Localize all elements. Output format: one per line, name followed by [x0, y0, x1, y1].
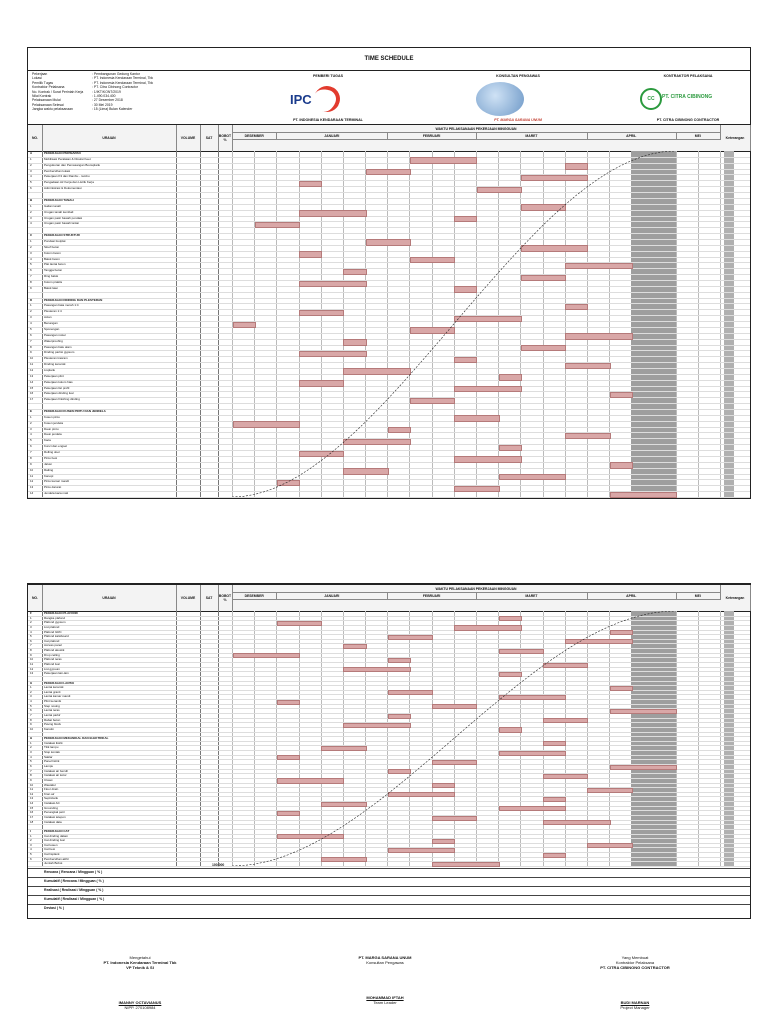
info-key: Pelaksanaan Mulai: [32, 98, 61, 103]
row-no: 3: [30, 215, 32, 220]
summary-row: [28, 895, 750, 902]
header-month: FEBRUARI: [387, 593, 477, 600]
row-no: 4: [30, 221, 32, 226]
row-no: 4: [30, 629, 32, 634]
row-uraian: Sloof beton: [44, 244, 60, 249]
row-no: 2: [30, 209, 32, 214]
row-no: 7: [30, 713, 32, 717]
row-uraian: Kunci dan engsel: [44, 444, 68, 449]
row-uraian: Waterproofing: [44, 338, 63, 343]
row-uraian: Kaca: [44, 438, 51, 443]
row-no: 1: [30, 156, 32, 161]
info-value: : PT. Indonesia Kendaraan Terminal, Tbk: [92, 80, 154, 85]
row-uraian: PEKERJAAN KUSEN PINTU DAN JENDELA: [44, 409, 106, 414]
row-no: 9: [30, 777, 32, 782]
s-curve-line: [232, 611, 676, 866]
row-no: 7: [30, 643, 32, 648]
row-uraian: Lisplank: [44, 367, 56, 372]
header-sat: SAT: [200, 125, 219, 151]
header-month: MARET: [476, 593, 588, 600]
header-month: APRIL: [587, 133, 677, 140]
row-no: 8: [30, 344, 32, 349]
row-uraian: Instalasi air kotor: [44, 773, 67, 778]
info-key: Jangka waktu pelaksanaan: [32, 107, 73, 112]
row-uraian: Pintu darurat: [44, 485, 62, 490]
summary-row: [28, 904, 750, 911]
header-month: FEBRUARI: [387, 133, 477, 140]
header-waktu: WAKTU PELAKSANAAN PEKERJAAN MINGGUAN: [232, 125, 721, 133]
row-no: 13: [30, 671, 34, 676]
row-no: 4: [30, 754, 32, 759]
info-key: Lokasi: [32, 76, 42, 81]
row-uraian: Pengukuran dan Pemasangan Bouwplank: [44, 162, 101, 167]
info-key: Pekerjaan: [32, 72, 48, 76]
row-uraian: Instalasi data: [44, 819, 62, 824]
row-uraian: Pintu kamar mandi: [44, 479, 70, 484]
row-no: I: [30, 828, 31, 833]
row-no: 3: [30, 624, 32, 629]
party-contractor: KONTRAKTOR PELAKSANA: [663, 74, 713, 78]
row-uraian: Lampu: [44, 764, 54, 768]
row-uraian: Plat lantai beton: [44, 262, 66, 267]
info-key: Pelaksanaan Selesai: [32, 102, 64, 107]
schedule-grid: [28, 151, 750, 497]
row-uraian: Pondasi footplat: [44, 238, 66, 243]
row-no: 4: [30, 432, 32, 437]
row-no: 12: [30, 479, 34, 484]
header-month: DESEMBER: [232, 133, 277, 140]
row-uraian: Panel listrik: [44, 759, 60, 764]
row-uraian: Acian: [44, 315, 52, 320]
row-no: 3: [30, 426, 32, 431]
row-uraian: Kolom beton: [44, 250, 61, 255]
row-no: 13: [30, 373, 34, 378]
row-no: 5: [30, 634, 32, 639]
signature-consultant: PT. MARGA SARANA UNUM Konsultan Pengawas MOHAMMAD IFTAH Team Leader: [358, 955, 412, 1005]
info-value: : 27 Desember 2018: [92, 98, 123, 103]
row-no: 1: [30, 740, 32, 745]
row-uraian: Kolom praktis: [44, 280, 63, 285]
row-no: 1: [30, 685, 32, 690]
row-no: 2: [30, 745, 32, 750]
row-no: 13: [30, 485, 34, 490]
row-no: 4: [30, 699, 32, 704]
summary-label: Realisasi ( Realisasi / Mingguan ( % ): [44, 888, 104, 892]
row-no: 16: [30, 810, 34, 815]
row-no: 4: [30, 847, 32, 852]
row-uraian: Plafond akustik: [44, 648, 65, 653]
row-no: 14: [30, 801, 34, 806]
row-no: 12: [30, 666, 34, 671]
row-uraian: Pintu besi: [44, 455, 58, 460]
row-uraian: Daun jendela: [44, 432, 62, 437]
row-uraian: Daun pintu: [44, 426, 59, 431]
row-no: 5: [30, 438, 32, 443]
row-no: 8: [30, 280, 32, 285]
row-no: 7: [30, 768, 32, 773]
row-uraian: Pekerjaan lain-lain: [44, 671, 69, 676]
row-no: 6: [30, 708, 32, 713]
row-no: 4: [30, 321, 32, 326]
row-uraian: PEKERJAAN CAT: [44, 828, 70, 833]
row-uraian: PEKERJAAN PLAFOND: [44, 611, 78, 615]
info-value: : 15 (Lima) Bulan Kalender: [92, 107, 133, 112]
schedule-sheet-1: [27, 47, 751, 499]
row-uraian: Jalusi: [44, 461, 52, 466]
row-no: 1: [30, 414, 32, 419]
row-no: 4: [30, 256, 32, 261]
row-no: 11: [30, 662, 34, 666]
party-consultant-name: PT. MARGA SARANA UNUM: [494, 118, 542, 122]
row-no: C: [30, 233, 33, 238]
header-keterangan: Keterangan: [720, 585, 751, 611]
row-uraian: Galian tanah: [44, 203, 62, 208]
row-uraian: Balok latei: [44, 285, 58, 290]
info-key: Nilai Kontrak: [32, 94, 52, 99]
row-uraian: Plesteran trasram: [44, 356, 68, 361]
row-no: 2: [30, 244, 32, 249]
row-no: 5: [30, 262, 32, 267]
row-no: 1: [30, 238, 32, 243]
row-uraian: Urugan pasir bawah lantai: [44, 221, 79, 226]
row-uraian: Dinding partisi gypsum: [44, 350, 75, 355]
table-header: [28, 124, 750, 152]
cc-logo-icon: CC: [640, 88, 662, 110]
row-no: 3: [30, 168, 32, 173]
row-uraian: PEKERJAAN PERSIAPAN: [44, 151, 81, 155]
row-uraian: Wastafel: [44, 782, 56, 787]
row-uraian: Rabat beton: [44, 717, 61, 722]
row-no: 9: [30, 652, 32, 657]
row-uraian: Kanopi: [44, 473, 54, 478]
summary-label: Rencana ( Rencana / Mingguan ( % ): [44, 870, 103, 874]
row-uraian: Rolling door: [44, 450, 61, 455]
header-uraian: URAIAN: [42, 125, 177, 151]
row-no: F: [30, 611, 32, 615]
row-uraian: Closet: [44, 777, 53, 782]
row-uraian: Plafond teras: [44, 657, 62, 662]
row-no: 1: [30, 833, 32, 838]
row-uraian: Septictank: [44, 796, 59, 801]
row-no: 3: [30, 694, 32, 699]
row-no: G: [30, 680, 33, 685]
ipc-logo: IPC: [290, 92, 312, 107]
globe-logo-icon: [476, 82, 524, 116]
row-no: 9: [30, 722, 32, 727]
row-uraian: Pembersihan akhir: [44, 856, 70, 861]
row-no: 11: [30, 787, 34, 792]
header-uraian: URAIAN: [42, 585, 177, 611]
info-value: : PT. Citra Cibinong Contractor: [92, 85, 138, 90]
party-consultant: KONSULTAN PENGAWAS: [496, 74, 540, 78]
info-key: No. Kontrak / Surat Perintah Kerja: [32, 89, 84, 94]
row-no: 14: [30, 491, 34, 496]
row-no: A: [30, 151, 33, 155]
row-uraian: Pembersihan lokasi: [44, 168, 71, 173]
row-no: 7: [30, 450, 32, 455]
schedule-grid: [28, 611, 750, 866]
row-no: 5: [30, 703, 32, 708]
row-uraian: PEKERJAAN TANAH: [44, 197, 74, 202]
row-uraian: PEKERJAAN MEKANIKAL DAN ELEKTRIKAL: [44, 736, 109, 741]
row-no: D: [30, 297, 33, 302]
row-no: 2: [30, 309, 32, 314]
row-uraian: Lantai granit: [44, 689, 61, 694]
row-uraian: Lantai parkir: [44, 713, 61, 717]
row-uraian: Rangka plafond: [44, 615, 66, 620]
header-month: DESEMBER: [232, 593, 277, 600]
header-volume: VOLUME: [176, 585, 201, 611]
row-uraian: Jumlah Bobot: [44, 861, 63, 866]
row-no: E: [30, 409, 33, 414]
row-no: 1: [30, 203, 32, 208]
row-no: 2: [30, 420, 32, 425]
info-key: Pemilik Tugas: [32, 80, 54, 85]
row-uraian: Pasangan bata merah 1:4: [44, 303, 79, 308]
signature-contractor: Yang Membuat Kontraktor Pelaksana PT. CITRA CIBINONG CONTRACTOR BUDI MARNAN Project Manager: [600, 955, 670, 1010]
row-uraian: Kusen pintu: [44, 414, 60, 419]
header-waktu: WAKTU PELAKSANAAN PEKERJAAN MINGGUAN: [232, 585, 721, 593]
row-no: 2: [30, 620, 32, 625]
row-no: 10: [30, 782, 34, 787]
header-keterangan: Keterangan: [720, 125, 751, 151]
row-uraian: Cat dinding dalam: [44, 833, 69, 838]
row-no: 5: [30, 326, 32, 331]
row-no: 17: [30, 397, 34, 402]
row-no: 6: [30, 856, 32, 861]
row-no: 7: [30, 338, 32, 343]
row-uraian: Lantai teras: [44, 708, 60, 713]
row-uraian: Instalasi AC: [44, 801, 60, 806]
row-no: 9: [30, 285, 32, 290]
row-no: 16: [30, 391, 34, 396]
row-uraian: Pasangan roster: [44, 332, 67, 337]
row-no: 3: [30, 842, 32, 847]
row-no: 10: [30, 467, 34, 472]
row-no: B: [30, 197, 33, 202]
row-no: 11: [30, 473, 34, 478]
row-uraian: Administrasi & Dokumentasi: [44, 186, 82, 191]
row-uraian: Step nosing: [44, 703, 60, 708]
row-uraian: Cat kusen: [44, 842, 58, 847]
row-uraian: Ring balok: [44, 274, 59, 279]
party-owner-name: PT. INDONESIA KENDARAAN TERMINAL: [293, 118, 363, 122]
header-month: JANUARI: [276, 133, 388, 140]
summary-row: [28, 868, 750, 875]
row-no: 8: [30, 717, 32, 722]
row-uraian: Benangan: [44, 321, 58, 326]
row-no: 3: [30, 750, 32, 755]
row-uraian: Plafond gypsum: [44, 620, 66, 625]
row-uraian: Grounding: [44, 805, 59, 810]
row-uraian: Pekerjaan kolom hias: [44, 379, 73, 384]
row-no: 7: [30, 274, 32, 279]
row-no: 12: [30, 791, 34, 796]
summary-row: [28, 886, 750, 893]
row-no: 8: [30, 773, 32, 778]
s-curve: [28, 151, 750, 497]
row-uraian: PEKERJAAN LANTAI: [44, 680, 75, 685]
row-uraian: Plint keramik: [44, 699, 62, 704]
row-uraian: Plafond GRC: [44, 629, 62, 634]
row-uraian: Lantai keramik: [44, 685, 64, 690]
row-uraian: Cat plafond: [44, 638, 60, 643]
header-no: NO.: [28, 585, 43, 611]
row-no: 5: [30, 180, 32, 185]
summary-label: Kumulatif ( Realisasi / Mingguan ( % ): [44, 897, 105, 901]
row-uraian: Tangga beton: [44, 268, 63, 273]
row-no: 8: [30, 648, 32, 653]
row-no: 13: [30, 796, 34, 801]
row-uraian: Plesteran 1:4: [44, 309, 62, 314]
row-no: 10: [30, 657, 34, 662]
row-uraian: Dinding keramik: [44, 362, 66, 367]
info-value: : PT. Indonesia Kendaraan Terminal, Tbk: [92, 76, 154, 81]
row-uraian: Pekerjaan plint: [44, 373, 64, 378]
table-header: [28, 584, 750, 612]
info-value: : 1/IKT/KONT/2019: [92, 89, 121, 94]
info-row: [32, 107, 294, 111]
row-uraian: Cat lisplank: [44, 852, 60, 857]
row-uraian: PEKERJAAN STRUKTUR: [44, 233, 80, 238]
row-no: 12: [30, 367, 34, 372]
summary-label: Kumulatif ( Rencana / Mingguan ( % ): [44, 879, 104, 883]
s-curve-line: [232, 151, 676, 497]
row-no: 10: [30, 356, 34, 361]
row-uraian: Urugan pasir bawah pondasi: [44, 215, 83, 220]
header-bobot: BOBOT %: [218, 585, 233, 611]
row-no: 3: [30, 315, 32, 320]
row-no: 6: [30, 444, 32, 449]
row-uraian: Jendela kaca mati: [44, 491, 69, 496]
ipc-logo-arc-icon: [310, 82, 343, 115]
row-no: 5: [30, 759, 32, 764]
total-bobot: 100,000: [212, 863, 225, 867]
row-no: 1: [30, 303, 32, 308]
row-uraian: List gypsum: [44, 666, 61, 671]
row-no: 6: [30, 186, 32, 191]
row-uraian: Mobilisasi Peralatan & Direksi Keet: [44, 156, 91, 161]
info-value: : 1.490.034.400: [92, 94, 116, 99]
row-no: 4: [30, 174, 32, 179]
party-owner: PEMBERI TUGAS: [313, 74, 343, 78]
row-uraian: Pekerjaan dinding luar: [44, 391, 74, 396]
row-no: 10: [30, 726, 34, 731]
header-sat: SAT: [200, 585, 219, 611]
row-no: 8: [30, 455, 32, 460]
row-uraian: Kusen jendela: [44, 420, 64, 425]
header-no: NO.: [28, 125, 43, 151]
row-no: 5: [30, 852, 32, 857]
summary-row: [28, 877, 750, 884]
row-uraian: Pekerjaan list profil: [44, 385, 70, 390]
row-no: 14: [30, 379, 34, 384]
row-no: 6: [30, 268, 32, 273]
row-uraian: Drop ceiling: [44, 652, 60, 657]
schedule-sheet-2: [27, 583, 751, 919]
row-uraian: Titik lampu: [44, 745, 59, 750]
row-no: 2: [30, 689, 32, 694]
row-no: 9: [30, 461, 32, 466]
row-uraian: Instalasi listrik: [44, 740, 63, 745]
row-no: 9: [30, 350, 32, 355]
row-no: 3: [30, 250, 32, 255]
row-uraian: Kran air: [44, 791, 55, 796]
row-no: 2: [30, 838, 32, 843]
header-month: JANUARI: [276, 593, 388, 600]
row-uraian: Saklar: [44, 754, 53, 759]
cc-logo-text: PT. CITRA CIBINONG: [662, 94, 713, 100]
row-no: 6: [30, 764, 32, 768]
header-month: MARET: [476, 133, 588, 140]
row-uraian: Railing: [44, 467, 54, 472]
row-no: 15: [30, 805, 34, 810]
row-uraian: Penangkal petir: [44, 810, 65, 815]
row-no: 17: [30, 815, 34, 819]
row-uraian: Floor drain: [44, 787, 59, 792]
row-uraian: Cat besi: [44, 847, 56, 852]
header-volume: VOLUME: [176, 125, 201, 151]
signature-owner: Mengetahui PT. Indonesia Kendaraan Terminal Tbk VP Teknik & SI IMANNY OCTAVIANUS NIPP. 270108984: [103, 955, 177, 1010]
s-curve: [28, 611, 750, 866]
header-month: MEI: [676, 133, 721, 140]
row-no: 1: [30, 615, 32, 620]
header-month: APRIL: [587, 593, 677, 600]
row-uraian: Paving block: [44, 722, 62, 727]
row-uraian: Instalasi air bersih: [44, 768, 69, 773]
row-no: H: [30, 736, 33, 741]
row-no: 6: [30, 638, 32, 643]
row-no: 11: [30, 362, 34, 367]
info-key: Kontraktor Pelaksana: [32, 85, 65, 90]
header-bobot: BOBOT %: [218, 125, 233, 151]
row-uraian: Urugan tanah kembali: [44, 209, 74, 214]
row-uraian: Pasangan batu alam: [44, 344, 72, 349]
row-uraian: Plafond kalsiboard: [44, 634, 69, 639]
summary-label: Deviasi ( % ): [44, 906, 64, 910]
sheet-title: TIME SCHEDULE: [28, 48, 750, 71]
info-value: : Pembangunan Gedung Kantor: [92, 72, 140, 76]
row-no: 2: [30, 162, 32, 167]
row-uraian: Access panel: [44, 643, 62, 648]
row-uraian: Balok beton: [44, 256, 60, 261]
row-uraian: Cat dinding luar: [44, 838, 66, 843]
row-uraian: Pengadaan Air Kerja dan Listrik Kerja: [44, 180, 94, 185]
row-uraian: Sponengan: [44, 326, 60, 331]
row-no: 6: [30, 332, 32, 337]
row-uraian: Instalasi telepon: [44, 815, 66, 819]
row-uraian: PEKERJAAN DINDING DAN PLESTERAN: [44, 297, 103, 302]
row-uraian: Pekerjaan finishing dinding: [44, 397, 80, 402]
row-no: 15: [30, 385, 34, 390]
party-contractor-name: PT. CITRA CIBINONG CONTRACTOR: [656, 118, 720, 122]
row-uraian: Lantai kamar mandi: [44, 694, 71, 699]
info-value: : 30 Mei 2019: [92, 102, 113, 107]
row-uraian: Kanstin: [44, 726, 55, 731]
row-uraian: Plafond luar: [44, 662, 61, 666]
row-uraian: Pekerjaan K3 dan Rambu - rambu: [44, 174, 90, 179]
row-uraian: Stop kontak: [44, 750, 60, 755]
row-uraian: List plafond: [44, 624, 60, 629]
header-month: MEI: [676, 593, 721, 600]
row-no: 18: [30, 819, 34, 824]
